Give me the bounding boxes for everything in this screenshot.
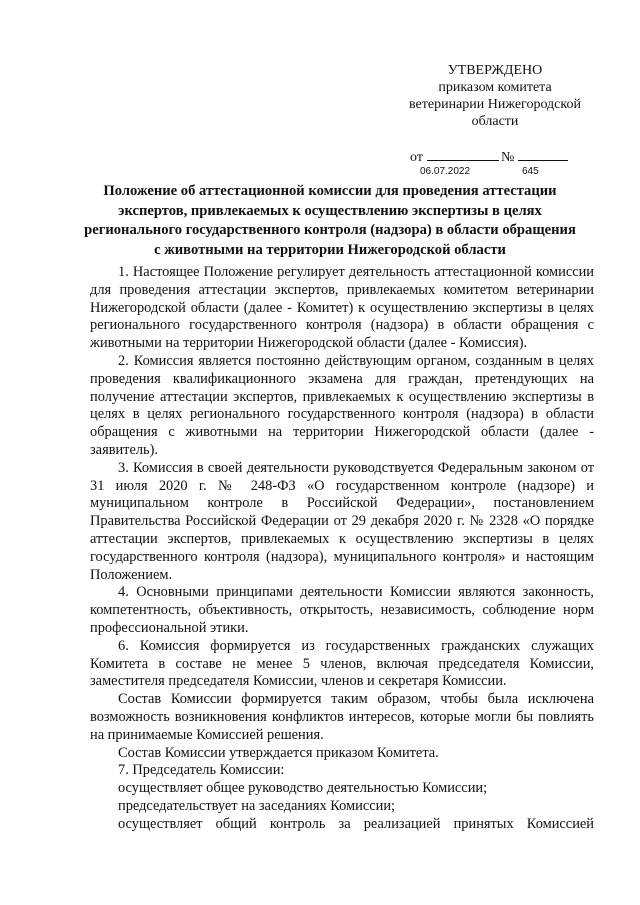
- number-blank: [518, 148, 568, 161]
- paragraph: 3. Комиссия в своей деятельности руководствуется Федеральным законом от 31 июля 2020 г. № 248-ФЗ «О государственном контроле (надзоре) и муниципальном контроле в Российской Федерации», постановлением Правительства Российской Федерации от 29 декабря 2020 г. № 2328 «О порядке аттестации экспертов, привлекаемых к осуществлению экспертизы в целях государственного контроля (надзора), муниципального контроля» и настоящим Положением.: [90, 459, 594, 583]
- number-label: №: [500, 150, 515, 165]
- approval-heading: УТВЕРЖДЕНО: [447, 63, 543, 78]
- paragraph: 7. Председатель Комиссии:: [118, 762, 285, 779]
- approval-block: [380, 62, 610, 130]
- approval-line: области: [471, 114, 519, 129]
- order-number: 645: [522, 166, 539, 177]
- approval-line: ветеринарии Нижегородской: [409, 97, 581, 112]
- paragraph: 4. Основными принципами деятельности Комиссии являются законность, компетентность, объективность, открытость, независимость, соблюдение норм профессиональной этики.: [90, 584, 594, 636]
- paragraph: Состав Комиссии утверждается приказом Комитета.: [118, 744, 439, 761]
- document-body: [90, 264, 594, 834]
- paragraph: осуществляет общий контроль за реализацией принятых Комиссией: [118, 815, 594, 832]
- document-title: Положение об аттестационной комиссии для проведения аттестации экспертов, привлекаемых к осуществлению экспертизы в целях регионального государственного контроля (надзора) в области обращения с животными на территории Нижегородской области: [84, 183, 576, 258]
- approval-line: приказом комитета: [438, 80, 552, 95]
- paragraph: 1. Настоящее Положение регулирует деятельность аттестационной комиссии для проведения аттестации экспертов, привлекаемых комитетом ветеринарии Нижегородской области (далее - Комитет) к осуществлению экспертизы в целях регионального государственного контроля (надзора) в области обращения с животными на территории Нижегородской области (далее - Комиссия).: [90, 264, 594, 352]
- order-signature-line: [410, 148, 568, 166]
- date-blank: [427, 148, 499, 161]
- paragraph: осуществляет общее руководство деятельностью Комиссии;: [118, 780, 488, 797]
- paragraph: 6. Комиссия формируется из государственных гражданских служащих Комитета в составе не менее 5 членов, включая председателя Комиссии, заместителя председателя Комиссии, членов и секретаря Комиссии.: [90, 637, 594, 690]
- paragraph: Состав Комиссии формируется таким образом, чтобы была исключена возможность возникновения конфликтов интересов, которые могли бы повлиять на принимаемые Комиссией решения.: [90, 691, 594, 743]
- paragraph: 2. Комиссия является постоянно действующим органом, созданным в целях проведения квалификационного экзамена для граждан, претендующих на получение аттестации экспертов, привлекаемых к осуществлению экспертизы в целях в целях регионального государственного контроля (надзора) в области обращения с животными на территории Нижегородской области (далее - заявитель).: [90, 352, 594, 458]
- order-date: 06.07.2022: [420, 166, 471, 177]
- paragraph: председательствует на заседаниях Комиссии;: [118, 797, 396, 814]
- from-label: от: [410, 150, 423, 165]
